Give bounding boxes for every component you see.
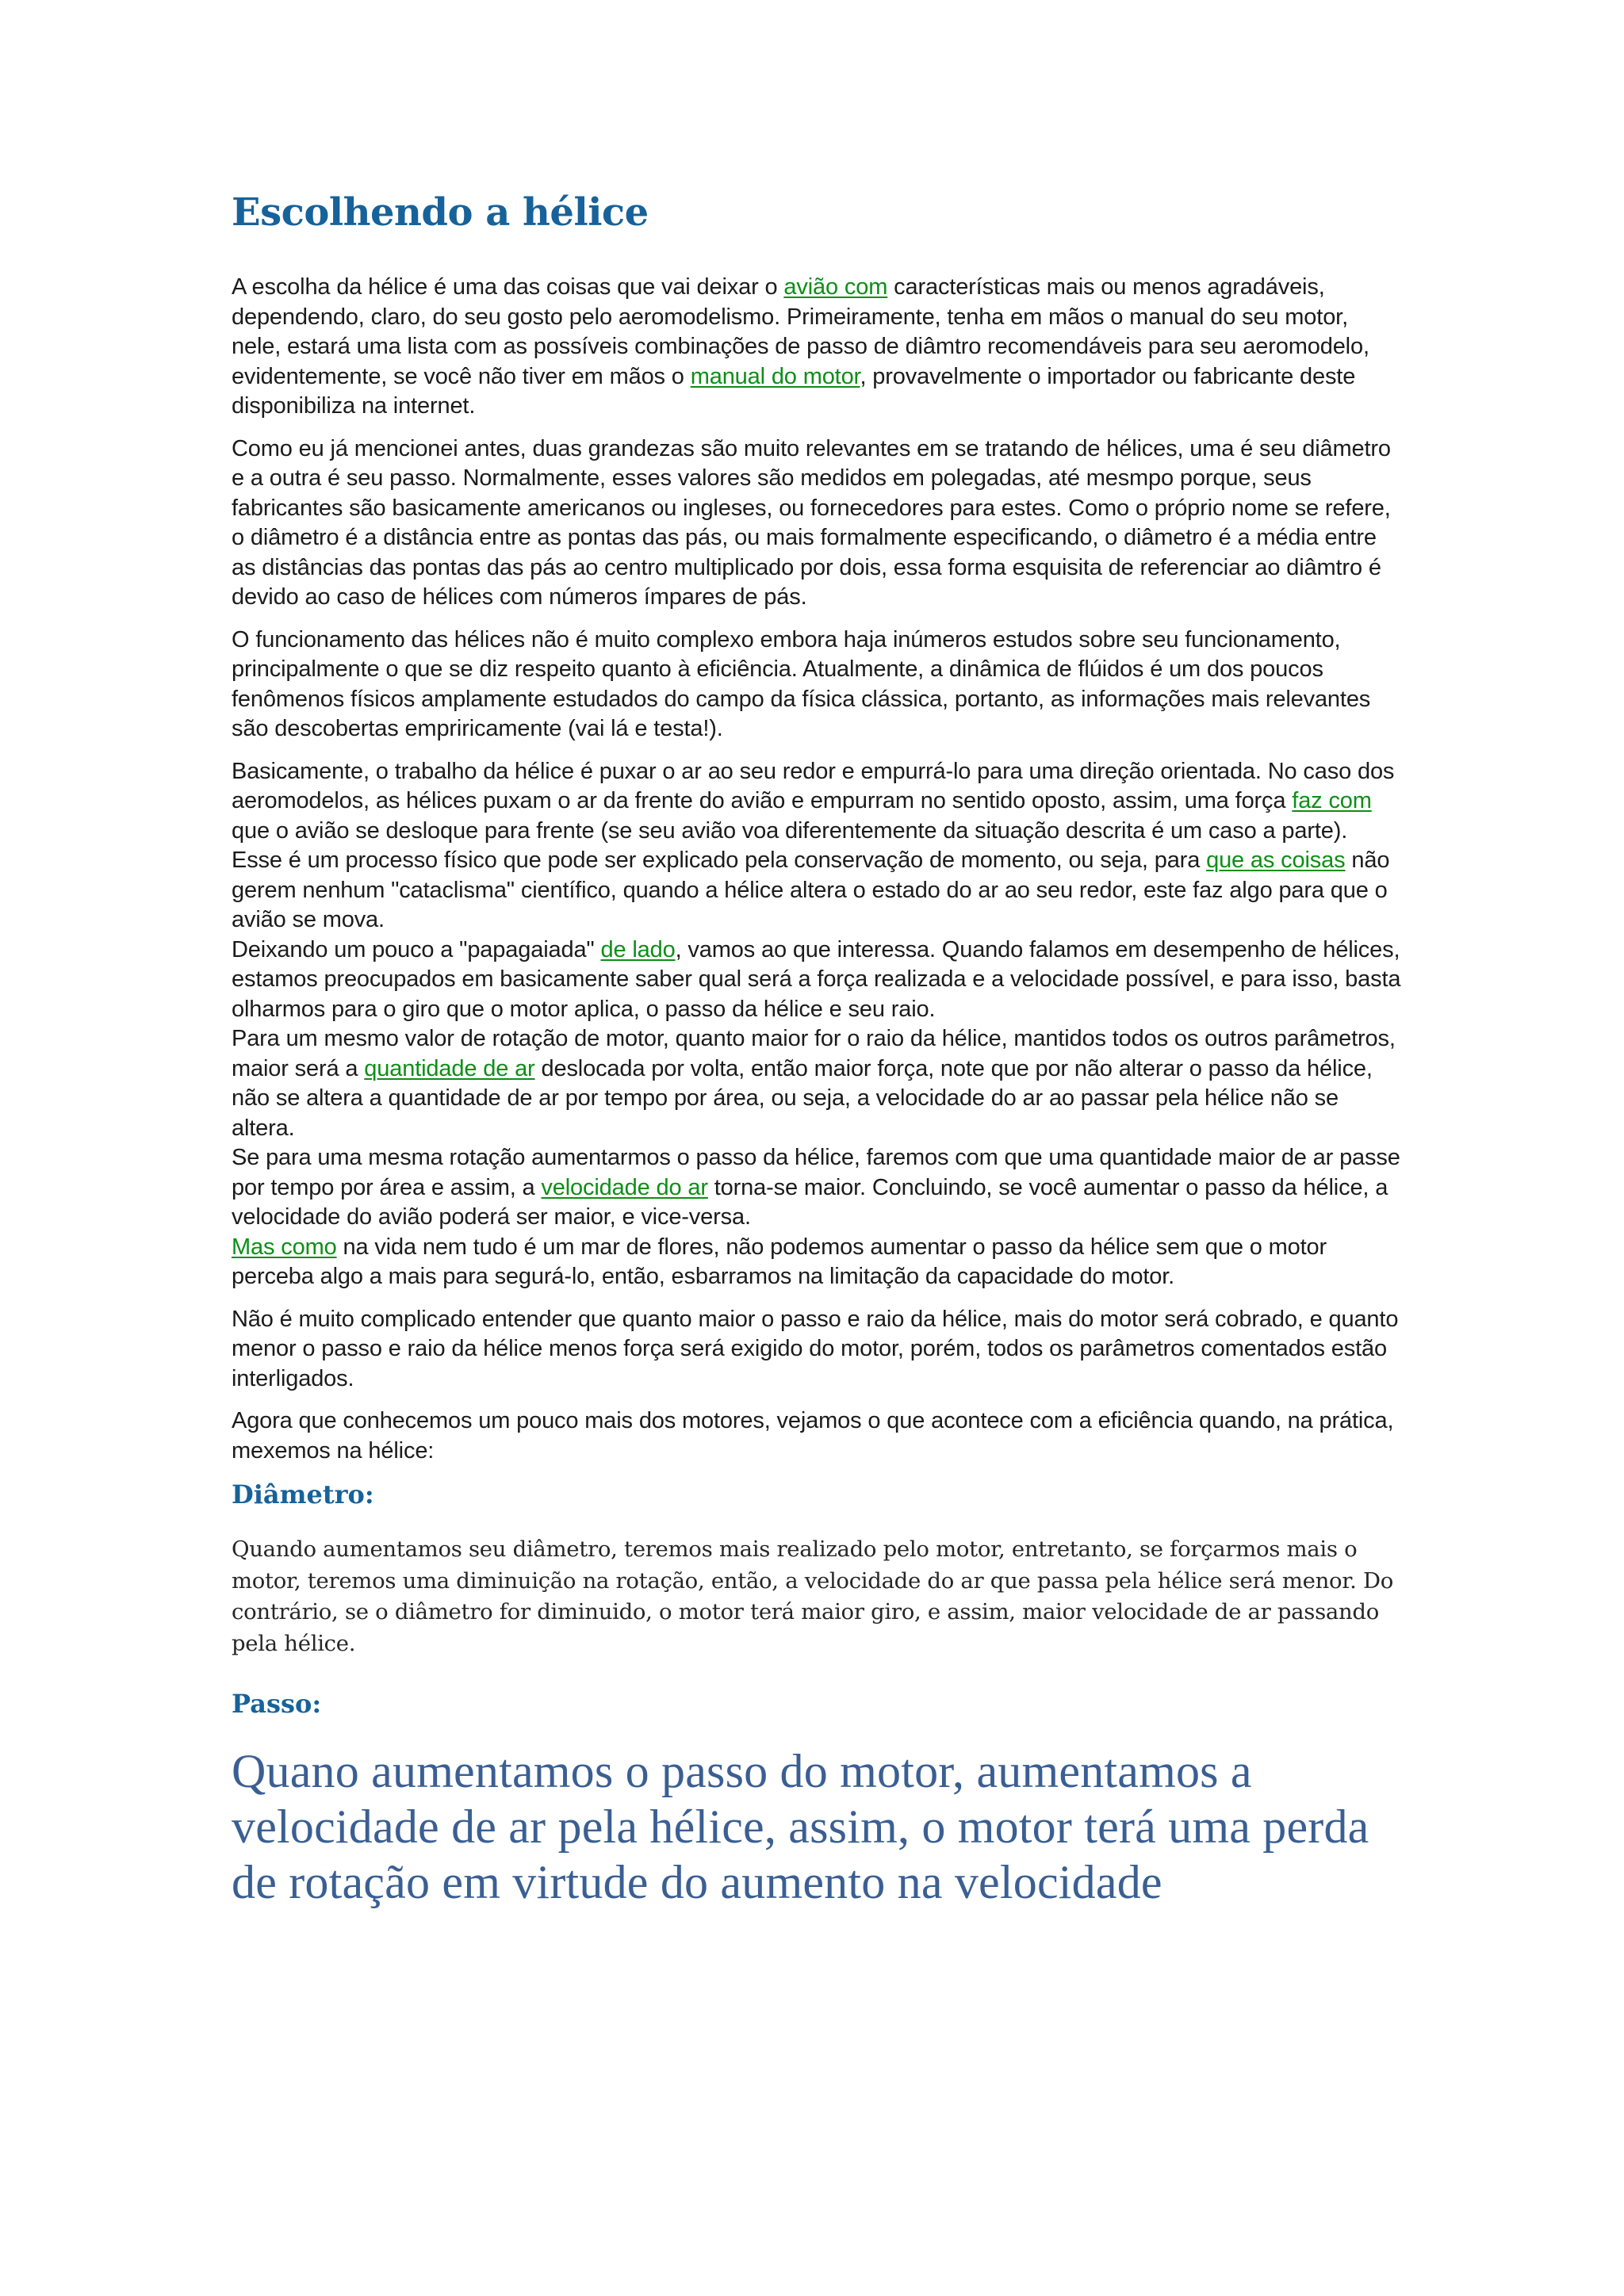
article-body	[232, 273, 1401, 1466]
body-paragraph	[232, 1406, 1401, 1466]
inline-link[interactable]: que as coisas	[1206, 848, 1346, 873]
paragraph-text: Deixando um pouco a "papagaiada"	[232, 936, 601, 962]
body-paragraph	[232, 757, 1401, 936]
paragraph-text: deslocada por volta, então maior força, note que por não alterar o passo da hélice, não se altera a quantidade de ar por tempo por área, ou seja, a velocidade do ar ao passar pela hélice não se altera.	[232, 1055, 1373, 1141]
paragraph-text: Se para uma mesma rotação aumentarmos o passo da hélice, faremos com que uma quantidade maior de ar passe por tempo por área e assim, a	[232, 1145, 1400, 1200]
paragraph-text: A escolha da hélice é uma das coisas que vai deixar o	[232, 274, 784, 300]
body-paragraph	[232, 273, 1401, 422]
inline-link[interactable]: avião com	[783, 274, 888, 300]
paragraph-text: torna-se maior. Concluindo, se você aumentar o passo da hélice, a velocidade do avião poderá ser maior, e vice-versa.	[232, 1174, 1388, 1230]
paragraph-text: Para um mesmo valor de rotação de motor, quanto maior for o raio da hélice, mantidos todos os outros parâmetros, maior será a	[232, 1026, 1396, 1081]
document-page	[232, 189, 1401, 1910]
inline-link[interactable]: velocidade do ar	[541, 1174, 708, 1200]
paragraph-text: Basicamente, o trabalho da hélice é puxar o ar ao seu redor e empurrá-lo para uma direção orientada. No caso dos aeromodelos, as hélices puxam o ar da frente do avião e empurram no sentido oposto, assim, uma força	[232, 758, 1395, 813]
inline-link[interactable]: Mas como	[232, 1234, 337, 1260]
paragraph-text: que o avião se desloque para frente (se seu avião voa diferentemente da situação descrita é um caso a parte). Esse é um processo físico que pode ser explicado pela conservação de momento, ou seja, para	[232, 817, 1348, 873]
paragraph-text: Agora que conhecemos um pouco mais dos motores, vejamos o que acontece com a eficiência quando, na prática, mexemos na hélice:	[232, 1408, 1394, 1464]
inline-link[interactable]: quantidade de ar	[364, 1055, 535, 1081]
paragraph-text: Não é muito complicado entender que quanto maior o passo e raio da hélice, mais do motor será cobrado, e quanto menor o passo e raio da hélice menos força será exigido do motor, porém, todos os parâmetros comentados estão interligados.	[232, 1306, 1399, 1391]
body-paragraph	[232, 1233, 1401, 1292]
page-title: Escolhendo a hélice	[232, 190, 649, 235]
inline-link[interactable]: manual do motor	[690, 363, 860, 389]
paragraph-text: na vida nem tudo é um mar de flores, não podemos aumentar o passo da hélice sem que o motor perceba algo a mais para segurá-lo, então, esbarramos na limitação da capacidade do motor.	[232, 1234, 1327, 1289]
section-heading-passo: Passo:	[232, 1689, 322, 1719]
body-paragraph	[232, 1305, 1401, 1395]
body-paragraph	[232, 1024, 1401, 1143]
section-heading-diametro: Diâmetro:	[232, 1479, 374, 1510]
paragraph-text: , vamos ao que interessa. Quando falamos em desempenho de hélices, estamos preocupados em basicamente saber qual será a força realizada e a velocidade possível, e para isso, basta olharmos para o giro que o motor aplica, o passo da hélice e seu raio.	[232, 936, 1401, 1022]
diametro-paragraph: Quando aumentamos seu diâmetro, teremos mais realizado pelo motor, entretanto, se forçarmos mais o motor, teremos uma diminuição na rotação, então, a velocidade do ar que passa pela hélice será menor. Do contrário, se o diâmetro for diminuido, o motor terá maior giro, e assim, maior velocidade de ar passando pela hélice.	[232, 1536, 1393, 1656]
paragraph-text: O funcionamento das hélices não é muito complexo embora haja inúmeros estudos sobre seu funcionamento, principalmente o que se diz respeito quanto à eficiência. Atualmente, a dinâmica de flúidos é um dos poucos fenômenos físicos amplamente estudados do campo da física clássica, portanto, as informações mais relevantes são descobertas empriricamente (vai lá e testa!).	[232, 626, 1371, 741]
body-paragraph	[232, 434, 1401, 613]
paragraph-text: , provavelmente o importador ou fabricante deste disponibiliza na internet.	[232, 363, 1356, 419]
paragraph-text: Como eu já mencionei antes, duas grandezas são muito relevantes em se tratando de hélices, uma é seu diâmetro e a outra é seu passo. Normalmente, esses valores são medidos em polegadas, até mesmpo porque, seus fabricantes são basicamente americanos ou ingleses, ou fornecedores para estes. Como o próprio nome se refere, o diâmetro é a distância entre as pontas das pás, ou mais formalmente especificando, o diâmetro é a média entre as distâncias das pontas das pás ao centro multiplicado por dois, essa forma esquisita de referenciar ao diâmtro é devido ao caso de hélices com números ímpares de pás.	[232, 435, 1391, 610]
paragraph-text: características mais ou menos agradáveis, dependendo, claro, do seu gosto pelo aeromodelismo. Primeiramente, tenha em mãos o manual do seu motor, nele, estará uma lista com as possíveis combinações de passo de diâmtro recomendáveis para seu aeromodelo, evidentemente, se você não tiver em mãos o	[232, 274, 1369, 389]
body-paragraph	[232, 626, 1401, 744]
paragraph-text: não gerem nenhum "cataclisma" científico, quando a hélice altera o estado do ar ao seu redor, este faz algo para que o avião se mova.	[232, 848, 1390, 932]
inline-link[interactable]: de lado	[600, 936, 676, 962]
passo-paragraph: Quano aumentamos o passo do motor, aumentamos a velocidade de ar pela hélice, assim, o motor terá uma perda de rotação em virtude do aumento na velocidade	[232, 1745, 1369, 1908]
body-paragraph	[232, 936, 1401, 1025]
body-paragraph	[232, 1143, 1401, 1233]
inline-link[interactable]: faz com	[1292, 788, 1372, 813]
